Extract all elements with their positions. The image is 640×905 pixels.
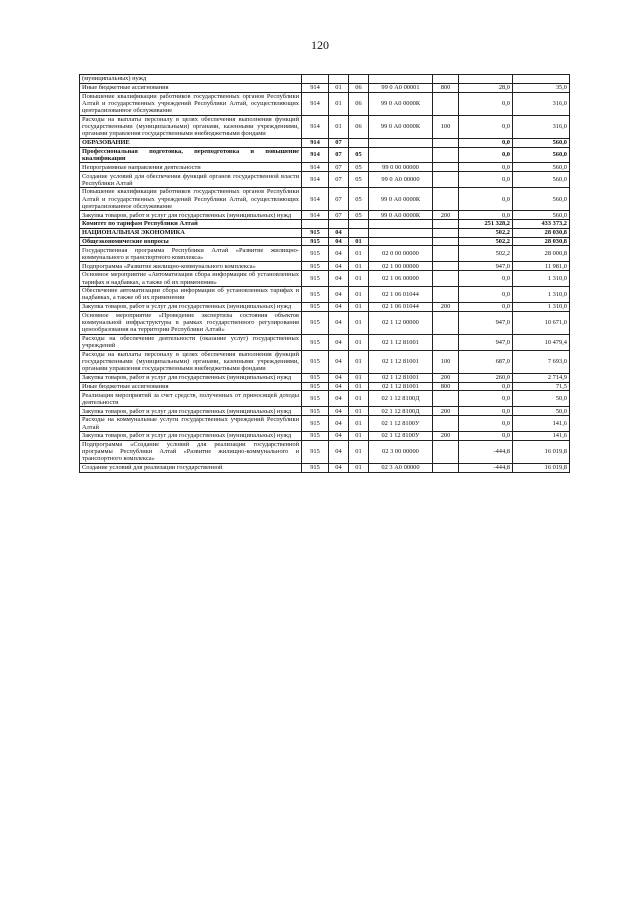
expense-type-cell (433, 163, 459, 172)
subsection-code-cell (349, 220, 369, 229)
target-article-cell: 02 1 12 00000 (369, 311, 433, 334)
expense-type-cell (433, 220, 459, 229)
table-row (80, 188, 570, 211)
target-article-cell (369, 228, 433, 237)
amount-change-cell: 260,0 (459, 373, 513, 382)
section-code-cell: 04 (329, 286, 349, 302)
row-name-cell: Создание условий для реализации государственной (80, 463, 302, 472)
subsection-code-cell: 05 (349, 147, 369, 163)
amount-change-cell: 0,0 (459, 92, 513, 115)
section-code-cell: 07 (329, 211, 349, 220)
expense-type-cell: 100 (433, 350, 459, 373)
row-name-cell: Закупка товаров, работ и услуг для государственных (муниципальных) нужд (80, 302, 302, 311)
row-name-cell: Подпрограмма «Создание условий для реализации государственной программы Республики Алтай «Развитие жилищно-коммунального и транспортного комплекса» (80, 440, 302, 463)
row-name-cell: Закупка товаров, работ и услуг для государственных (муниципальных) нужд (80, 373, 302, 382)
grbs-code-cell: 915 (302, 463, 329, 472)
subsection-code-cell: 05 (349, 188, 369, 211)
expense-type-cell (433, 440, 459, 463)
subsection-code-cell: 05 (349, 211, 369, 220)
section-code-cell: 04 (329, 311, 349, 334)
row-name-cell: Расходы на выплаты персоналу в целях обеспечения выполнения функций государственными (муниципальными) органами, казенными учреждениями, органами управления государственными внебюджетными фондами (80, 350, 302, 373)
grbs-code-cell: 914 (302, 138, 329, 147)
amount-total-cell: 560,0 (513, 138, 570, 147)
row-name-cell: Профессиональная подготовка, переподготовка и повышение квалификации (80, 147, 302, 163)
amount-change-cell: 0,0 (459, 416, 513, 432)
expense-type-cell: 100 (433, 115, 459, 138)
subsection-code-cell: 01 (349, 334, 369, 350)
expense-type-cell: 200 (433, 211, 459, 220)
expense-type-cell (433, 228, 459, 237)
table-row (80, 262, 570, 271)
table-row (80, 228, 570, 237)
grbs-code-cell: 915 (302, 373, 329, 382)
amount-total-cell (513, 75, 570, 84)
table-row (80, 432, 570, 441)
amount-total-cell: 7 693,0 (513, 350, 570, 373)
subsection-code-cell: 01 (349, 246, 369, 262)
amount-total-cell: 1 310,0 (513, 286, 570, 302)
table-row (80, 350, 570, 373)
amount-total-cell: 560,0 (513, 163, 570, 172)
target-article-cell: 02 1 12 8100Д (369, 407, 433, 416)
grbs-code-cell: 915 (302, 286, 329, 302)
expense-type-cell: 200 (433, 302, 459, 311)
table-row (80, 83, 570, 92)
section-code-cell: 04 (329, 228, 349, 237)
section-code-cell: 04 (329, 373, 349, 382)
grbs-code-cell: 914 (302, 92, 329, 115)
section-code-cell: 04 (329, 350, 349, 373)
amount-change-cell: 0,0 (459, 163, 513, 172)
subsection-code-cell: 01 (349, 302, 369, 311)
subsection-code-cell: 05 (349, 163, 369, 172)
amount-total-cell: 560,0 (513, 147, 570, 163)
amount-change-cell: -444,8 (459, 463, 513, 472)
expense-type-cell: 200 (433, 373, 459, 382)
row-name-cell: Закупка товаров, работ и услуг для государственных (муниципальных) нужд (80, 211, 302, 220)
row-name-cell: Комитет по тарифам Республики Алтай (80, 220, 302, 229)
table-row (80, 391, 570, 407)
section-code-cell: 04 (329, 463, 349, 472)
page-number: 120 (311, 38, 329, 52)
section-code-cell: 07 (329, 147, 349, 163)
amount-total-cell: 1 310,0 (513, 302, 570, 311)
subsection-code-cell: 01 (349, 407, 369, 416)
budget-table (79, 74, 570, 473)
subsection-code-cell: 01 (349, 286, 369, 302)
amount-change-cell: 502,2 (459, 246, 513, 262)
section-code-cell: 07 (329, 138, 349, 147)
expense-type-cell (433, 92, 459, 115)
grbs-code-cell: 914 (302, 163, 329, 172)
amount-change-cell: 0,0 (459, 138, 513, 147)
row-name-cell: Обеспечение автоматизации сбора информации об установленных тарифах и надбавках, а также об их применении (80, 286, 302, 302)
expense-type-cell (433, 147, 459, 163)
grbs-code-cell: 915 (302, 246, 329, 262)
row-name-cell: Основное мероприятие «Автоматизация сбора информации об установленных тарифах и надбавках, а также об их применении» (80, 271, 302, 287)
expense-type-cell (433, 334, 459, 350)
amount-total-cell: 71,5 (513, 382, 570, 391)
amount-total-cell: 141,6 (513, 416, 570, 432)
section-code-cell: 01 (329, 83, 349, 92)
subsection-code-cell: 06 (349, 83, 369, 92)
expense-type-cell (433, 188, 459, 211)
target-article-cell: 02 1 12 81001 (369, 382, 433, 391)
amount-change-cell: 0,0 (459, 115, 513, 138)
row-name-cell: Реализация мероприятий за счет средств, полученных от приносящей доходы деятельности (80, 391, 302, 407)
amount-total-cell: 28 000,8 (513, 246, 570, 262)
expense-type-cell: 800 (433, 83, 459, 92)
row-name-cell: Расходы на коммунальные услуги государственных учреждений Республики Алтай (80, 416, 302, 432)
section-code-cell: 04 (329, 391, 349, 407)
expense-type-cell: 200 (433, 407, 459, 416)
section-code-cell: 04 (329, 246, 349, 262)
section-code-cell: 01 (329, 115, 349, 138)
grbs-code-cell (302, 75, 329, 84)
grbs-code-cell: 914 (302, 147, 329, 163)
amount-change-cell: 0,0 (459, 407, 513, 416)
target-article-cell: 02 1 12 8100У (369, 432, 433, 441)
table-row (80, 463, 570, 472)
amount-change-cell: 251 328,2 (459, 220, 513, 229)
amount-change-cell (459, 75, 513, 84)
row-name-cell: Непрограммные направления деятельности (80, 163, 302, 172)
table-row (80, 416, 570, 432)
grbs-code-cell: 915 (302, 262, 329, 271)
section-code-cell: 04 (329, 416, 349, 432)
row-name-cell: Расходы на обеспечение деятельности (оказание услуг) государственных учреждений (80, 334, 302, 350)
amount-total-cell: 316,0 (513, 92, 570, 115)
amount-total-cell: 316,0 (513, 115, 570, 138)
table-row (80, 211, 570, 220)
row-name-cell: Государственная программа Республики Алтай «Развитие жилищно-коммунального и транспортного комплекса» (80, 246, 302, 262)
table-row (80, 115, 570, 138)
row-name-cell: Закупка товаров, работ и услуг для государственных (муниципальных) нужд (80, 432, 302, 441)
table-body (80, 75, 570, 473)
section-code-cell: 01 (329, 92, 349, 115)
target-article-cell (369, 138, 433, 147)
expense-type-cell: 200 (433, 432, 459, 441)
amount-total-cell: 560,0 (513, 172, 570, 188)
expense-type-cell (433, 75, 459, 84)
row-name-cell: Закупка товаров, работ и услуг для государственных (муниципальных) нужд (80, 407, 302, 416)
expense-type-cell (433, 286, 459, 302)
table-row (80, 286, 570, 302)
subsection-code-cell: 01 (349, 262, 369, 271)
section-code-cell: 04 (329, 262, 349, 271)
grbs-code-cell: 915 (302, 228, 329, 237)
subsection-code-cell (349, 138, 369, 147)
subsection-code-cell: 01 (349, 416, 369, 432)
target-article-cell: 99 0 А0 0000К (369, 188, 433, 211)
subsection-code-cell: 01 (349, 440, 369, 463)
grbs-code-cell: 915 (302, 407, 329, 416)
expense-type-cell (433, 172, 459, 188)
table-row (80, 440, 570, 463)
expense-type-cell (433, 391, 459, 407)
subsection-code-cell: 01 (349, 463, 369, 472)
grbs-code-cell: 914 (302, 83, 329, 92)
target-article-cell: 99 0 А0 0000К (369, 92, 433, 115)
grbs-code-cell: 915 (302, 334, 329, 350)
amount-total-cell: 560,0 (513, 188, 570, 211)
expense-type-cell (433, 416, 459, 432)
grbs-code-cell: 915 (302, 391, 329, 407)
table-row (80, 302, 570, 311)
row-name-cell: Иные бюджетные ассигнования (80, 83, 302, 92)
target-article-cell (369, 147, 433, 163)
target-article-cell: 99 0 А0 0000К (369, 115, 433, 138)
section-code-cell: 04 (329, 440, 349, 463)
amount-change-cell: 502,2 (459, 237, 513, 246)
grbs-code-cell: 915 (302, 237, 329, 246)
expense-type-cell (433, 271, 459, 287)
amount-total-cell: 28 030,8 (513, 228, 570, 237)
amount-change-cell: 0,0 (459, 302, 513, 311)
amount-total-cell: 10 479,4 (513, 334, 570, 350)
amount-change-cell: 0,0 (459, 211, 513, 220)
table-row (80, 92, 570, 115)
target-article-cell: 02 1 12 8100Д (369, 391, 433, 407)
expense-type-cell (433, 246, 459, 262)
amount-change-cell: 0,0 (459, 147, 513, 163)
target-article-cell (369, 237, 433, 246)
subsection-code-cell (349, 75, 369, 84)
row-name-cell: Расходы на выплаты персоналу в целях обеспечения выполнения функций государственными (муниципальными) органами, казенными учреждениями, органами управления государственными внебюджетными фондами (80, 115, 302, 138)
target-article-cell: 02 3 А0 00000 (369, 463, 433, 472)
amount-change-cell: 0,0 (459, 172, 513, 188)
row-name-cell: (муниципальных) нужд (80, 75, 302, 84)
amount-total-cell: 2 714,9 (513, 373, 570, 382)
amount-total-cell: 16 019,8 (513, 440, 570, 463)
table-row (80, 220, 570, 229)
subsection-code-cell: 01 (349, 311, 369, 334)
section-code-cell: 04 (329, 237, 349, 246)
section-code-cell: 04 (329, 407, 349, 416)
grbs-code-cell (302, 220, 329, 229)
target-article-cell (369, 75, 433, 84)
expense-type-cell (433, 237, 459, 246)
section-code-cell: 07 (329, 188, 349, 211)
grbs-code-cell: 914 (302, 172, 329, 188)
target-article-cell: 02 1 12 81001 (369, 334, 433, 350)
amount-change-cell: 0,0 (459, 432, 513, 441)
target-article-cell: 02 1 06 01044 (369, 302, 433, 311)
grbs-code-cell: 915 (302, 440, 329, 463)
table-row (80, 373, 570, 382)
row-name-cell: Повышение квалификации работников государственных органов Республики Алтай и государственных учреждений Республики Алтай, осуществляющих централизованное обслуживание (80, 188, 302, 211)
grbs-code-cell: 915 (302, 350, 329, 373)
expense-type-cell (433, 463, 459, 472)
amount-total-cell: 433 373,2 (513, 220, 570, 229)
section-code-cell: 07 (329, 172, 349, 188)
grbs-code-cell: 914 (302, 115, 329, 138)
amount-change-cell: -444,8 (459, 440, 513, 463)
table-row (80, 334, 570, 350)
subsection-code-cell: 01 (349, 432, 369, 441)
row-name-cell: НАЦИОНАЛЬНАЯ ЭКОНОМИКА (80, 228, 302, 237)
grbs-code-cell: 915 (302, 271, 329, 287)
section-code-cell: 04 (329, 334, 349, 350)
amount-change-cell: 28,0 (459, 83, 513, 92)
amount-total-cell: 28 030,8 (513, 237, 570, 246)
target-article-cell: 99 0 А0 0000К (369, 211, 433, 220)
target-article-cell: 02 1 12 81001 (369, 373, 433, 382)
amount-total-cell: 50,0 (513, 407, 570, 416)
amount-change-cell: 947,0 (459, 262, 513, 271)
amount-total-cell: 50,0 (513, 391, 570, 407)
table-row (80, 237, 570, 246)
amount-total-cell: 560,0 (513, 211, 570, 220)
target-article-cell: 02 1 12 8100У (369, 416, 433, 432)
expense-type-cell: 800 (433, 382, 459, 391)
row-name-cell: Основное мероприятие «Проведение экспертизы состояния объектов коммунальной инфраструктуры в рамках государственного регулирования ценообразования на территории Республики Алтай» (80, 311, 302, 334)
target-article-cell: 02 1 00 00000 (369, 262, 433, 271)
subsection-code-cell (349, 228, 369, 237)
amount-change-cell: 0,0 (459, 286, 513, 302)
expense-type-cell (433, 262, 459, 271)
section-code-cell: 04 (329, 271, 349, 287)
expense-type-cell (433, 311, 459, 334)
subsection-code-cell: 01 (349, 350, 369, 373)
subsection-code-cell: 01 (349, 382, 369, 391)
row-name-cell: Иные бюджетные ассигнования (80, 382, 302, 391)
subsection-code-cell: 01 (349, 237, 369, 246)
table-row (80, 163, 570, 172)
target-article-cell: 99 0 А0 00001 (369, 83, 433, 92)
target-article-cell: 02 1 06 01044 (369, 286, 433, 302)
target-article-cell: 99 0 А0 00000 (369, 172, 433, 188)
amount-change-cell: 0,0 (459, 271, 513, 287)
row-name-cell: Подпрограмма «Развитие жилищно-коммунального комплекса» (80, 262, 302, 271)
row-name-cell: Создание условий для обеспечения функций органов государственной власти Республики Алтай (80, 172, 302, 188)
grbs-code-cell: 915 (302, 311, 329, 334)
amount-change-cell: 502,2 (459, 228, 513, 237)
subsection-code-cell: 05 (349, 172, 369, 188)
grbs-code-cell: 915 (302, 382, 329, 391)
target-article-cell: 02 1 12 81001 (369, 350, 433, 373)
table-row (80, 138, 570, 147)
subsection-code-cell: 01 (349, 271, 369, 287)
amount-total-cell: 1 310,0 (513, 271, 570, 287)
row-name-cell: Общеэкономические вопросы (80, 237, 302, 246)
table-row (80, 246, 570, 262)
amount-change-cell: 947,0 (459, 311, 513, 334)
amount-total-cell: 35,0 (513, 83, 570, 92)
table-row (80, 271, 570, 287)
amount-total-cell: 11 981,0 (513, 262, 570, 271)
target-article-cell: 02 0 00 00000 (369, 246, 433, 262)
grbs-code-cell: 915 (302, 432, 329, 441)
table-row (80, 311, 570, 334)
table-row (80, 75, 570, 84)
subsection-code-cell: 06 (349, 115, 369, 138)
row-name-cell: Повышение квалификации работников государственных органов Республики Алтай и государственных учреждений Республики Алтай, осуществляющих централизованное обслуживание (80, 92, 302, 115)
expense-type-cell (433, 138, 459, 147)
section-code-cell (329, 75, 349, 84)
target-article-cell (369, 220, 433, 229)
target-article-cell: 02 1 06 00000 (369, 271, 433, 287)
table-row (80, 172, 570, 188)
amount-change-cell: 687,0 (459, 350, 513, 373)
row-name-cell: ОБРАЗОВАНИЕ (80, 138, 302, 147)
subsection-code-cell: 01 (349, 391, 369, 407)
subsection-code-cell: 06 (349, 92, 369, 115)
section-code-cell: 04 (329, 432, 349, 441)
grbs-code-cell: 914 (302, 211, 329, 220)
amount-total-cell: 10 671,0 (513, 311, 570, 334)
section-code-cell: 04 (329, 302, 349, 311)
amount-change-cell: 0,0 (459, 188, 513, 211)
table-row (80, 147, 570, 163)
grbs-code-cell: 915 (302, 302, 329, 311)
amount-change-cell: 0,0 (459, 382, 513, 391)
amount-total-cell: 141,6 (513, 432, 570, 441)
grbs-code-cell: 915 (302, 416, 329, 432)
amount-change-cell: 947,0 (459, 334, 513, 350)
subsection-code-cell: 01 (349, 373, 369, 382)
table-row (80, 407, 570, 416)
grbs-code-cell: 914 (302, 188, 329, 211)
amount-change-cell: 0,0 (459, 391, 513, 407)
table-row (80, 382, 570, 391)
target-article-cell: 02 3 00 00000 (369, 440, 433, 463)
target-article-cell: 99 0 00 00000 (369, 163, 433, 172)
section-code-cell (329, 220, 349, 229)
amount-total-cell: 16 019,8 (513, 463, 570, 472)
section-code-cell: 04 (329, 382, 349, 391)
section-code-cell: 07 (329, 163, 349, 172)
